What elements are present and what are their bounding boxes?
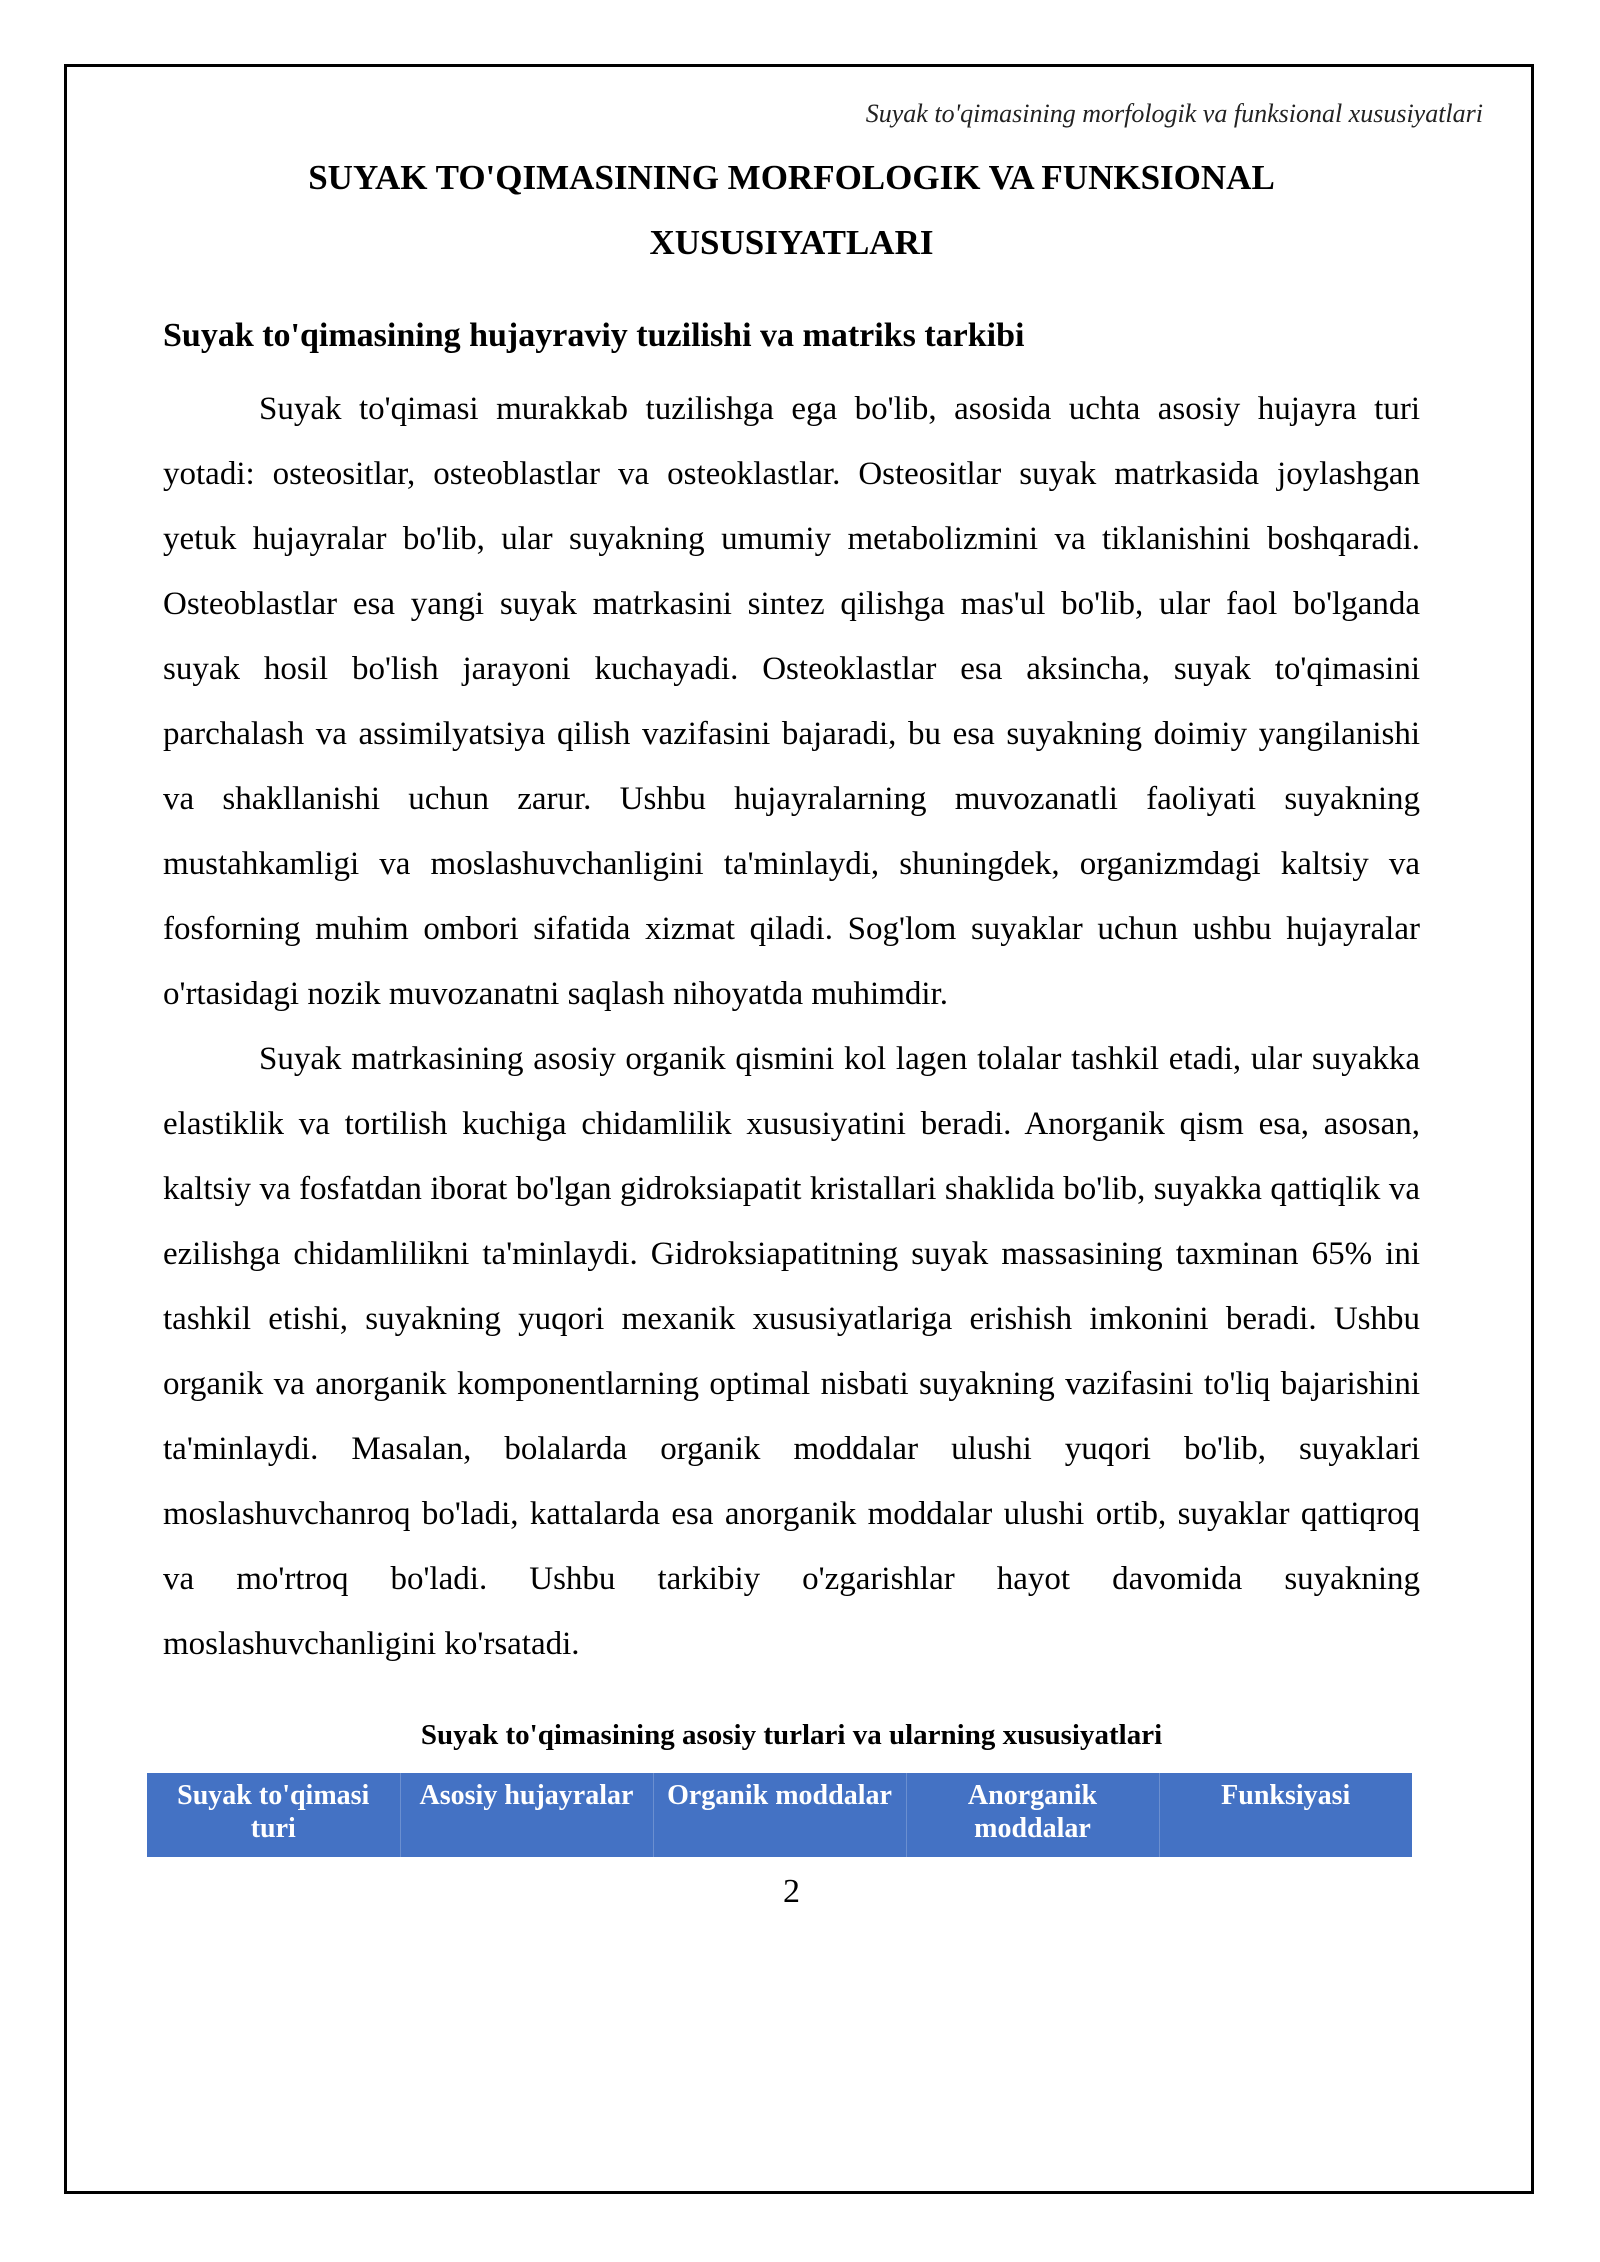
- document-title: SUYAK TO'QIMASINING MORFOLOGIK VA FUNKSIONAL XUSUSIYATLARI: [308, 158, 1275, 262]
- table-caption: Suyak to'qimasining asosiy turlari va ularning xususiyatlari: [420, 1719, 1163, 1751]
- column-header-inorganic-substances: Anorganik moddalar: [906, 1773, 1159, 1857]
- column-header-function: Funksiyasi: [1159, 1773, 1412, 1857]
- page-content: [163, 145, 1420, 1911]
- table-header-row: [147, 1773, 1412, 1857]
- column-header-organic-substances: Organik moddalar: [653, 1773, 906, 1857]
- column-header-tissue-type: Suyak to'qimasi turi: [147, 1773, 400, 1857]
- body-paragraph: Suyak to'qimasi murakkab tuzilishga ega bo'lib, asosida uchta asosiy hujayra turi yotadi: osteositlar, osteoblastlar va osteoklastlar. Osteositlar suyak matrkasida joylashgan yetuk hujayralar bo'lib, ular suyakning umumiy metabolizmini va tiklanishini boshqaradi. Osteoblastlar esa yangi suyak matrkasini sintez qilishga mas'ul bo'lib, ular faol bo'lganda suyak hosil bo'lish jarayoni kuchayadi. Osteoklastlar esa aksincha, suyak to'qimasini parchalash va assimilyatsiya qilish vazifasini bajaradi, bu esa suyakning doimiy yangilanishi va shakllanishi uchun zarur. Ushbu hujayralarning muvozanatli faoliyati suyakning mustahkamligi va moslashuvchanligini ta'minlaydi, shuningdek, organizmdagi kaltsiy va fosforning muhim ombori sifatida xizmat qiladi. Sog'lom suyaklar uchun ushbu hujayralar o'rtasidagi nozik muvozanatni saqlash nihoyatda muhimdir.: [163, 391, 1420, 1012]
- column-header-main-cells: Asosiy hujayralar: [400, 1773, 653, 1857]
- section-heading: Suyak to'qimasining hujayraviy tuzilishi va matriks tarkibi: [163, 317, 1025, 354]
- body-paragraph: Suyak matrkasining asosiy organik qismini kol lagen tolalar tashkil etadi, ular suyakka elastiklik va tortilish kuchiga chidamlilik xususiyatini beradi. Anorganik qism esa, asosan, kaltsiy va fosfatdan iborat bo'lgan gidroksiapatit kristallari shaklida bo'lib, suyakka qattiqlik va ezilishga chidamlilikni ta'minlaydi. Gidroksiapatitning suyak massasining taxminan 65% ini tashkil etishi, suyakning yuqori mexanik xususiyatlariga erishish imkonini beradi. Ushbu organik va anorganik komponentlarning optimal nisbati suyakning vazifasini to'liq bajarishini ta'minlaydi. Masalan, bolalarda organik moddalar ulushi yuqori bo'lib, suyaklari moslashuvchanroq bo'ladi, kattalarda esa anorganik moddalar ulushi ortib, suyaklar qattiqroq va mo'rtroq bo'ladi. Ushbu tarkibiy o'zgarishlar hayot davomida suyakning moslashuvchanligini ko'rsatadi.: [163, 1041, 1420, 1662]
- page-number: 2: [783, 1873, 800, 1910]
- properties-table: [147, 1773, 1412, 1857]
- running-header: Suyak to'qimasining morfologik va funksional xususiyatlari: [865, 99, 1483, 128]
